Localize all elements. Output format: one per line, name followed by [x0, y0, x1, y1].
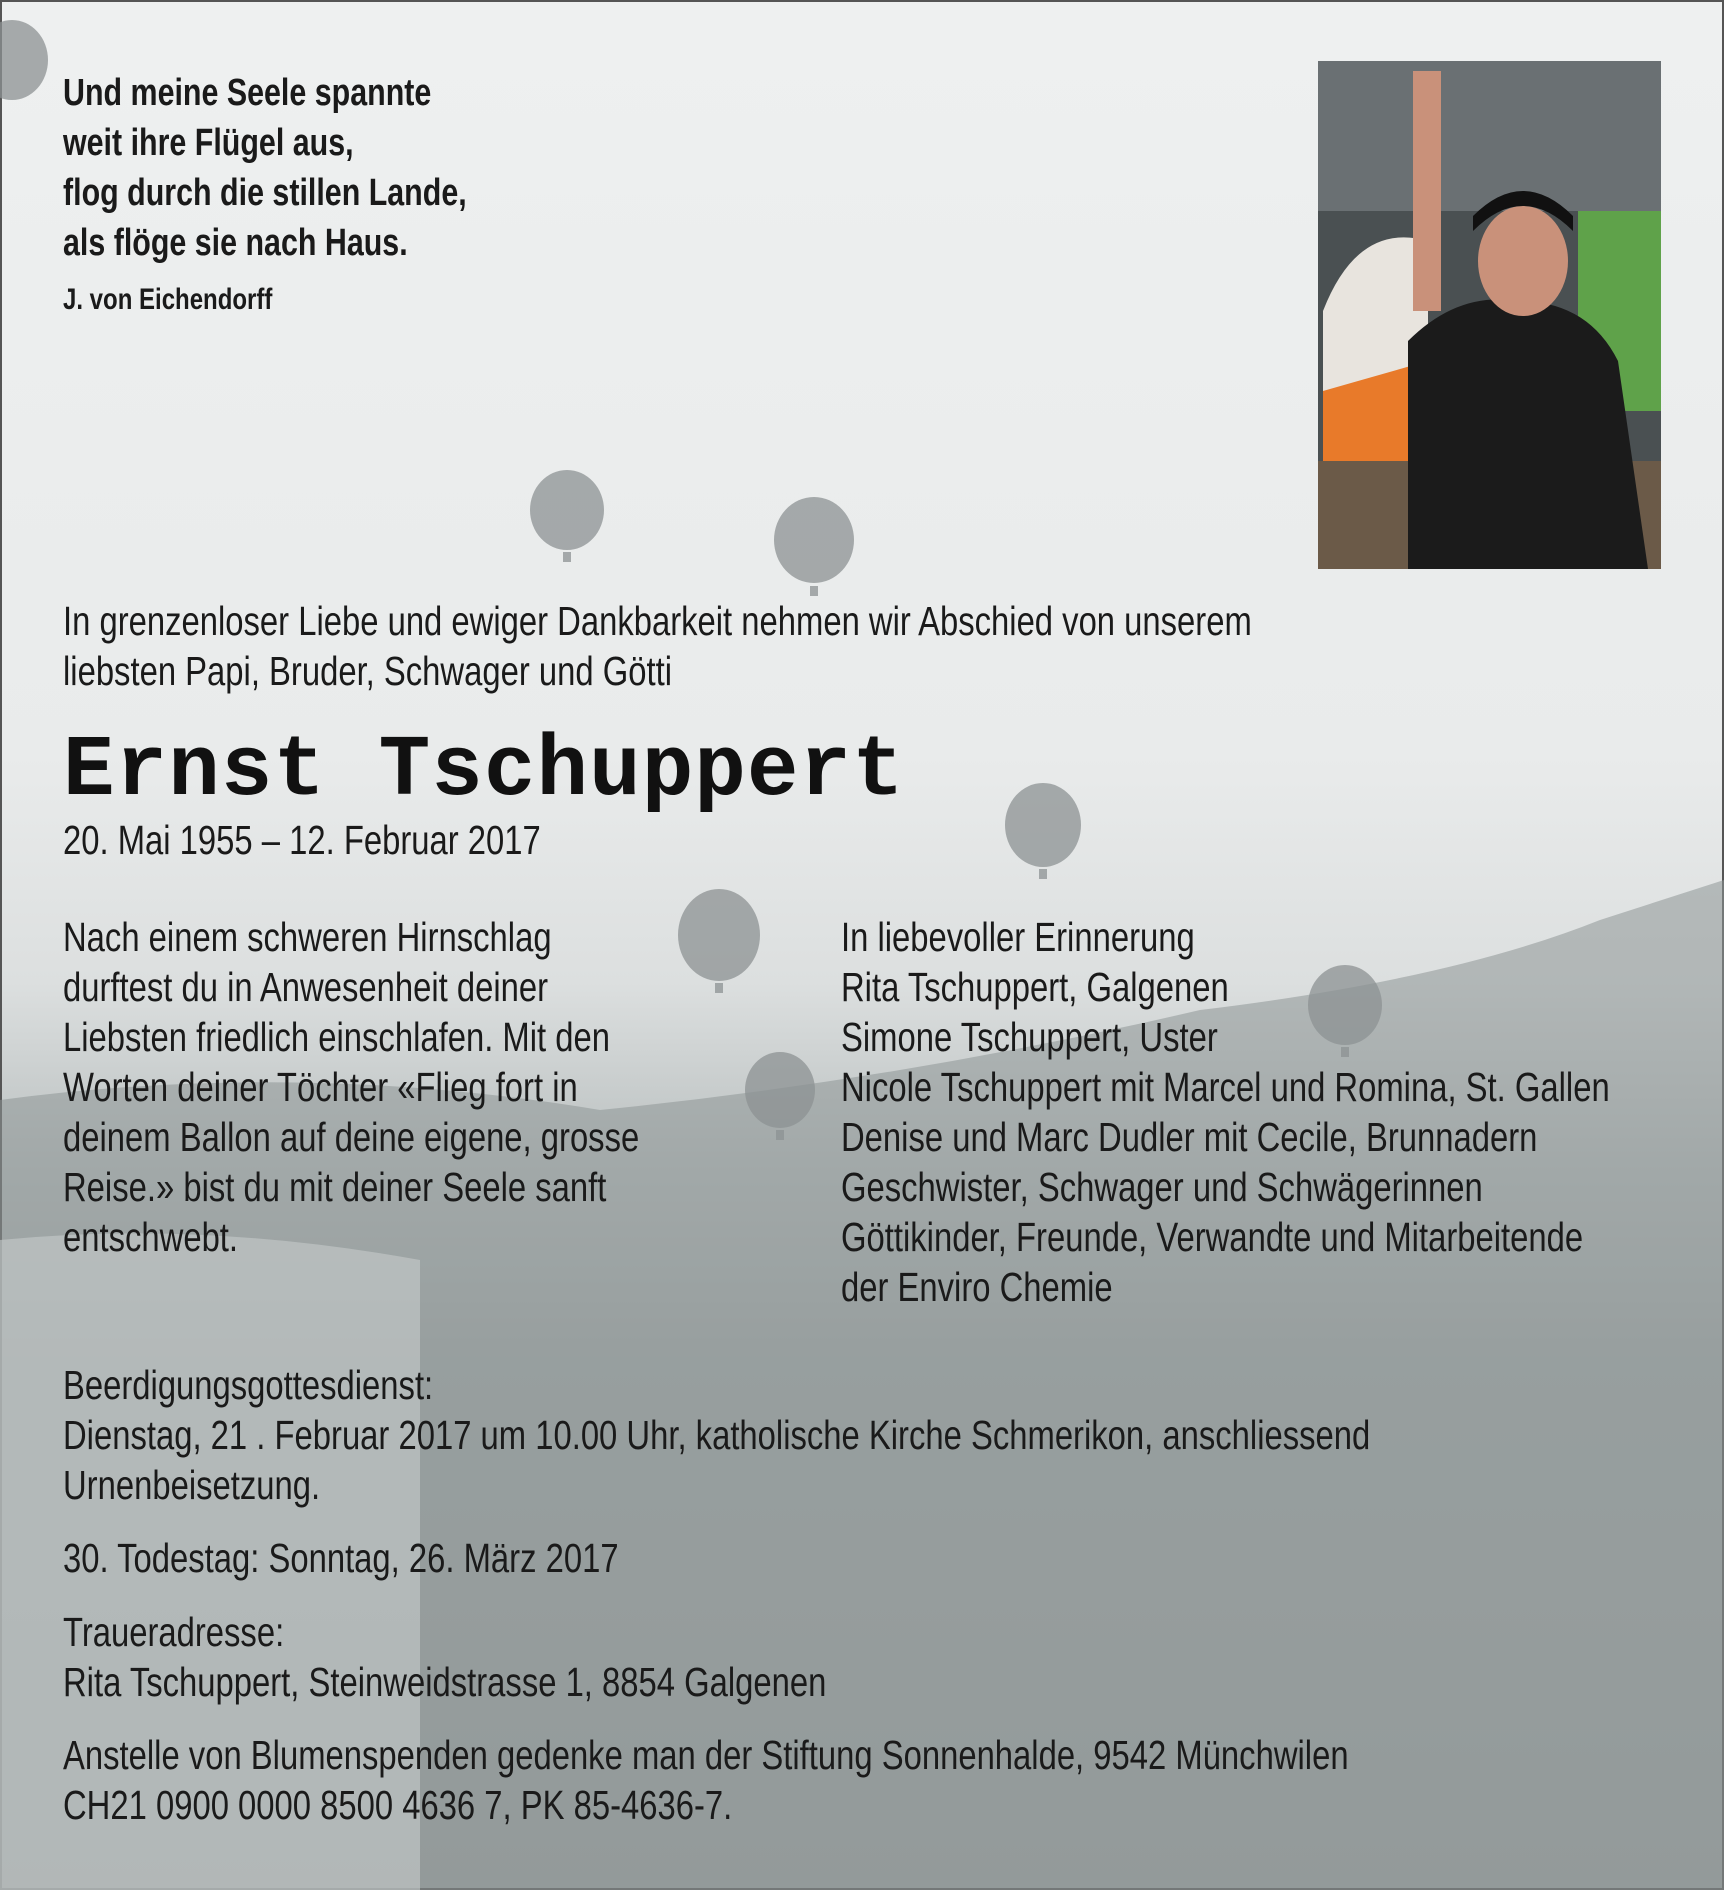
mourner-line: Geschwister, Schwager und Schwägerinnen [841, 1164, 1483, 1210]
portrait-photo [1318, 61, 1661, 569]
story-line: deinem Ballon auf deine eigene, grosse [63, 1114, 640, 1160]
story-text [63, 912, 639, 1262]
intro-line: liebsten Papi, Bruder, Schwager und Götti [63, 648, 672, 694]
story-line: Worten deiner Töchter «Flieg fort in [63, 1064, 578, 1110]
address-line: Traueradresse: [63, 1609, 285, 1655]
poem-line: Und meine Seele spannte [63, 72, 432, 114]
poem [63, 68, 467, 268]
balloon [1005, 783, 1081, 879]
donation-info [63, 1730, 1349, 1830]
mourner-line: Nicole Tschuppert mit Marcel und Romina, St. Gallen [841, 1064, 1610, 1110]
story-line: Liebsten friedlich einschlafen. Mit den [63, 1014, 610, 1060]
address-line: Rita Tschuppert, Steinweidstrasse 1, 8854 Galgenen [63, 1659, 827, 1705]
deceased-name: Ernst Tschuppert [63, 722, 905, 820]
mourner-line: der Enviro Chemie [841, 1264, 1113, 1310]
funeral-line: Dienstag, 21 . Februar 2017 um 10.00 Uhr, katholische Kirche Schmerikon, anschliessend [63, 1412, 1371, 1458]
poem-author: J. von Eichendorff [63, 283, 273, 316]
mourning-address [63, 1607, 826, 1707]
poem-line: flog durch die stillen Lande, [63, 172, 467, 214]
balloon [678, 889, 760, 993]
funeral-line: Urnenbeisetzung. [63, 1462, 321, 1508]
story-line: entschwebt. [63, 1214, 239, 1260]
story-line: Reise.» bist du mit deiner Seele sanft [63, 1164, 607, 1210]
funeral-line: Beerdigungsgottesdienst: [63, 1362, 434, 1408]
donation-line: CH21 0900 0000 8500 4636 7, PK 85-4636-7. [63, 1782, 733, 1828]
mourner-line: In liebevoller Erinnerung [841, 914, 1195, 960]
balloon [774, 497, 854, 596]
intro-line: In grenzenloser Liebe und ewiger Dankbarkeit nehmen wir Abschied von unserem [63, 598, 1252, 644]
mourner-line: Simone Tschuppert, Uster [841, 1014, 1218, 1060]
mourner-line: Denise und Marc Dudler mit Cecile, Brunnadern [841, 1114, 1538, 1160]
life-dates: 20. Mai 1955 – 12. Februar 2017 [63, 817, 541, 863]
balloon [0, 20, 48, 100]
balloon [530, 470, 604, 562]
mourner-line: Rita Tschuppert, Galgenen [841, 964, 1229, 1010]
funeral-info [63, 1360, 1370, 1510]
donation-line: Anstelle von Blumenspenden gedenke man der Stiftung Sonnenhalde, 9542 Münchwilen [63, 1732, 1349, 1778]
portrait-image [1318, 61, 1661, 569]
intro-text [63, 596, 1252, 696]
memorial-date: 30. Todestag: Sonntag, 26. März 2017 [63, 1535, 619, 1581]
mourners-list [841, 912, 1610, 1312]
story-line: durftest du in Anwesenheit deiner [63, 964, 549, 1010]
poem-line: als flöge sie nach Haus. [63, 222, 408, 264]
mourner-line: Göttikinder, Freunde, Verwandte und Mitarbeitende [841, 1214, 1584, 1260]
story-line: Nach einem schweren Hirnschlag [63, 914, 552, 960]
poem-line: weit ihre Flügel aus, [63, 122, 354, 164]
